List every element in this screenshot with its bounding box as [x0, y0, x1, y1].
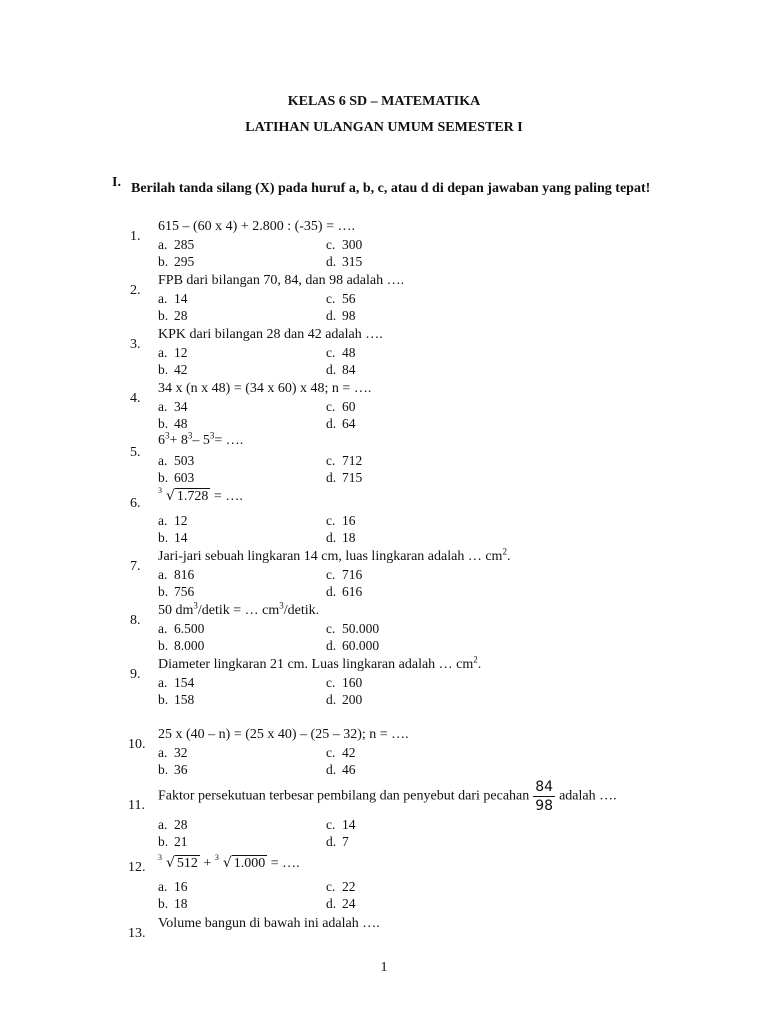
question-text: 34 x (n x 48) = (34 x 60) x 48; n = …. [158, 381, 372, 396]
question-number: 11. [128, 798, 145, 813]
option-a: a. 6.500 [158, 621, 205, 636]
option-b: b. 48 [158, 416, 188, 431]
option-d: d. 60.000 [326, 638, 380, 653]
question-text: KPK dari bilangan 28 dan 42 adalah …. [158, 327, 383, 342]
option-c: c. 712 [326, 453, 363, 468]
question-11 [0, 778, 768, 848]
option-b: b. 756 [158, 584, 195, 599]
option-a: a. 503 [158, 453, 195, 468]
question-text: $6^3+ 8^3-$ $5^3=$ …. [158, 430, 244, 448]
option-c: c. 16 [326, 513, 356, 528]
option-a: a. 34 [158, 399, 188, 414]
question-text: Volume bangun di bawah ini adalah …. [158, 916, 380, 931]
option-c: c. 22 [326, 879, 356, 894]
question-number: 12. [128, 860, 146, 875]
option-b: b. 21 [158, 834, 188, 849]
question-2 [0, 273, 768, 329]
option-c: c. 42 [326, 745, 356, 760]
option-b: b. 18 [158, 896, 188, 911]
question-number: 8. [130, 613, 141, 628]
option-c: c. 60 [326, 399, 356, 414]
question-number: 7. [130, 559, 141, 574]
option-d: d. 18 [326, 530, 356, 545]
option-b: b. 8.000 [158, 638, 205, 653]
question-text: 25 x (40 – n) = (25 x 40) – (25 – 32); n = …. [158, 727, 409, 742]
option-a: a. 154 [158, 675, 195, 690]
question-number: 3. [130, 337, 141, 352]
option-d: d. 98 [326, 308, 356, 323]
option-b: b. 295 [158, 254, 195, 269]
question-number: 4. [130, 391, 141, 406]
question-4 [0, 381, 768, 437]
cube-root: 3 √ 1.728 [158, 486, 209, 504]
question-number: 6. [130, 496, 141, 511]
question-10 [0, 727, 768, 783]
option-b: b. 36 [158, 762, 188, 777]
option-d: d. 715 [326, 470, 363, 485]
option-d: d. 7 [326, 834, 349, 849]
option-d: d. 64 [326, 416, 356, 431]
option-d: d. 46 [326, 762, 356, 777]
option-a: a. 12 [158, 345, 188, 360]
option-a: a. 12 [158, 513, 188, 528]
question-text: FPB dari bilangan 70, 84, dan 98 adalah …. [158, 273, 405, 288]
cube-root: 3 √ 512 [158, 853, 198, 871]
option-a: a. 285 [158, 237, 195, 252]
option-c: c. 56 [326, 291, 356, 306]
option-c: c. 48 [326, 345, 356, 360]
option-d: d. 84 [326, 362, 356, 377]
question-text: Diameter lingkaran 21 cm. Luas lingkaran adalah … $cm^2$. [158, 654, 482, 672]
question-3 [0, 327, 768, 383]
question-number: 1. [130, 229, 141, 244]
page-subtitle: LATIHAN ULANGAN UMUM SEMESTER I [245, 120, 523, 135]
question-number: 9. [130, 667, 141, 682]
cube-root: 3 √ 1.000 [214, 853, 266, 871]
option-d: d. 24 [326, 896, 356, 911]
question-number: 2. [130, 283, 141, 298]
question-number: 10. [128, 737, 146, 752]
option-a: a. 32 [158, 745, 188, 760]
option-b: b. 603 [158, 470, 195, 485]
question-text: 50 $dm^3$/detik = … $cm^3$/detik. [158, 600, 320, 618]
option-c: c. 160 [326, 675, 363, 690]
question-text: 3 √ 1.728 = …. [158, 486, 243, 504]
question-5 [0, 430, 768, 489]
page-number: 1 [380, 960, 388, 975]
section-number: I. [112, 175, 121, 190]
question-9 [0, 654, 768, 713]
question-number: 5. [130, 445, 141, 460]
option-c: c. 300 [326, 237, 363, 252]
option-a: a. 816 [158, 567, 195, 582]
question-text: Jari-jari sebuah lingkaran 14 cm, luas lingkaran adalah … $cm^2$. [158, 546, 511, 564]
fraction: $\frac{84}{98}$ [535, 779, 554, 814]
option-b: b. 14 [158, 530, 188, 545]
question-text: Faktor persekutuan terbesar pembilang dan penyebut dari pecahan $\frac{84}{98}$ adalah …. [158, 779, 617, 814]
option-a: a. 16 [158, 879, 188, 894]
option-a: a. 14 [158, 291, 188, 306]
question-12 [0, 855, 768, 911]
question-1 [0, 219, 768, 275]
question-number: 13. [128, 926, 146, 941]
question-8 [0, 600, 768, 659]
section-instruction: Berilah tanda silang (X) pada huruf a, b, c, atau d di depan jawaban yang paling tepat! [131, 181, 651, 196]
page-title: KELAS 6 SD – MATEMATIKA [287, 94, 481, 109]
question-text: 615 – (60 x 4) + 2.800 : (-35) = …. [158, 219, 355, 234]
question-7 [0, 546, 768, 605]
option-c: c. 716 [326, 567, 363, 582]
question-text: 3 √ 512 + 3 √ 1.000 = …. [158, 853, 300, 871]
option-d: d. 616 [326, 584, 363, 599]
option-d: d. 200 [326, 692, 363, 707]
option-b: b. 28 [158, 308, 188, 323]
option-b: b. 158 [158, 692, 195, 707]
option-d: d. 315 [326, 254, 363, 269]
option-c: c. 50.000 [326, 621, 380, 636]
question-13 [0, 916, 768, 944]
option-b: b. 42 [158, 362, 188, 377]
option-a: a. 28 [158, 817, 188, 832]
option-c: c. 14 [326, 817, 356, 832]
question-6 [0, 488, 768, 544]
